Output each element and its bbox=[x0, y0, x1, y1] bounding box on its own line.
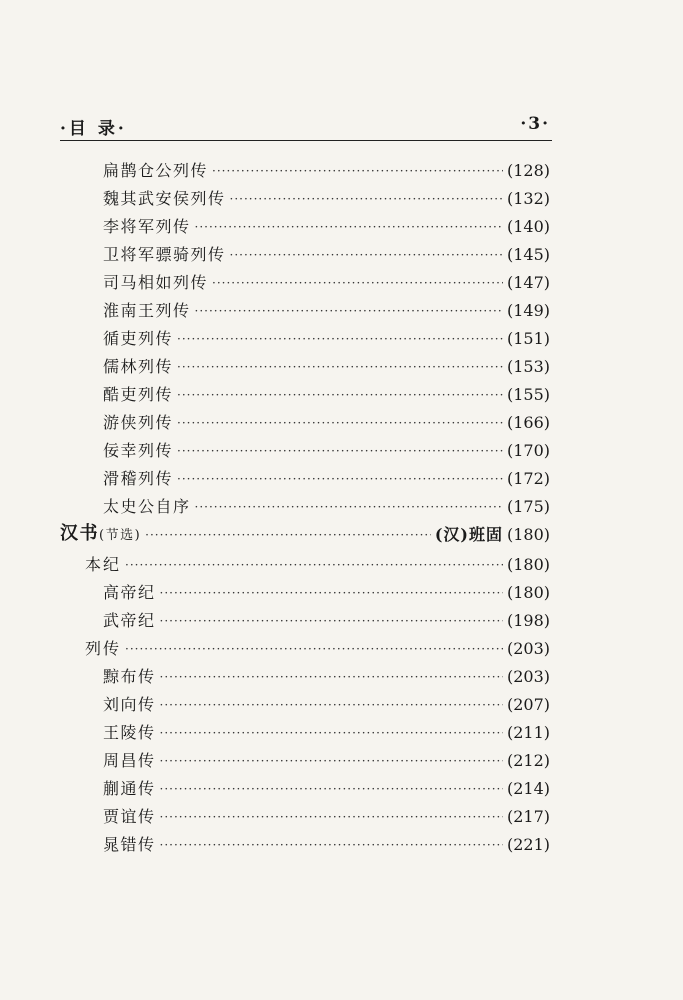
toc-entry-label: 列传 bbox=[85, 639, 122, 658]
toc-entry[interactable] bbox=[103, 186, 550, 212]
header-page-number: ·3· bbox=[520, 114, 550, 134]
toc-entry-label: 武帝纪 bbox=[103, 611, 156, 630]
header-rule bbox=[60, 140, 552, 141]
leader-dots bbox=[195, 298, 503, 324]
toc-entry[interactable] bbox=[103, 214, 550, 240]
toc-entry[interactable] bbox=[103, 664, 550, 690]
toc-entry-page: (145) bbox=[506, 245, 550, 264]
toc-entry-label: 扁鹊仓公列传 bbox=[103, 161, 209, 180]
toc-entry-page: (175) bbox=[506, 497, 550, 516]
toc-entry-label: 酷吏列传 bbox=[103, 385, 174, 404]
leader-dots bbox=[212, 158, 503, 184]
section-title bbox=[60, 521, 141, 549]
toc-entry-label: 卫将军骠骑列传 bbox=[103, 245, 226, 264]
toc-entry-label: 佞幸列传 bbox=[103, 441, 174, 460]
toc-entry-label: 魏其武安侯列传 bbox=[103, 189, 226, 208]
toc-entry-page: (172) bbox=[506, 469, 550, 488]
leader-dots bbox=[145, 522, 431, 548]
leader-dots bbox=[160, 776, 503, 802]
toc-entry[interactable] bbox=[103, 326, 550, 352]
leader-dots bbox=[125, 636, 503, 662]
toc-entry-label: 儒林列传 bbox=[103, 357, 174, 376]
toc-entry[interactable] bbox=[103, 580, 550, 606]
toc-entry-page: (153) bbox=[506, 357, 550, 376]
leader-dots bbox=[230, 242, 503, 268]
toc-entry-label: 晁错传 bbox=[103, 835, 156, 854]
toc-entry-page: (151) bbox=[506, 329, 550, 348]
leader-dots bbox=[160, 692, 503, 718]
leader-dots bbox=[160, 748, 503, 774]
toc-entry-page: (128) bbox=[506, 161, 550, 180]
toc-entry-label: 周昌传 bbox=[103, 751, 156, 770]
toc-entry-label: 蒯通传 bbox=[103, 779, 156, 798]
toc-entry-page: (155) bbox=[506, 385, 550, 404]
leader-dots bbox=[177, 326, 503, 352]
leader-dots bbox=[160, 804, 503, 830]
toc-entry[interactable] bbox=[103, 494, 550, 520]
toc-entry-page: (180) bbox=[506, 583, 550, 602]
toc-entry-page: (170) bbox=[506, 441, 550, 460]
toc-entry-label: 司马相如列传 bbox=[103, 273, 209, 292]
toc-entry-label: 淮南王列传 bbox=[103, 301, 191, 320]
header-title: ·目 录· bbox=[60, 119, 127, 139]
leader-dots bbox=[195, 494, 503, 520]
toc-entry-page: (180) bbox=[506, 555, 550, 574]
leader-dots bbox=[160, 580, 503, 606]
leader-dots bbox=[177, 438, 503, 464]
toc-entry-page: (198) bbox=[506, 611, 550, 630]
section-author: (汉)班固 bbox=[434, 525, 503, 544]
toc-entry[interactable] bbox=[103, 410, 550, 436]
leader-dots bbox=[177, 466, 503, 492]
toc-entry-page: (147) bbox=[506, 273, 550, 292]
leader-dots bbox=[160, 832, 503, 858]
toc-entry[interactable] bbox=[103, 720, 550, 746]
toc-entry-label: 游侠列传 bbox=[103, 413, 174, 432]
toc-entry[interactable] bbox=[103, 438, 550, 464]
leader-dots bbox=[195, 214, 503, 240]
toc-entry[interactable] bbox=[103, 298, 550, 324]
toc-entry[interactable] bbox=[103, 382, 550, 408]
toc-entry-page: (166) bbox=[506, 413, 550, 432]
toc-entry-page: (140) bbox=[506, 217, 550, 236]
toc-entry-page: (203) bbox=[506, 667, 550, 686]
toc-entry[interactable] bbox=[103, 832, 550, 858]
toc-entry-label: 滑稽列传 bbox=[103, 469, 174, 488]
toc-subsection-liezhuan[interactable] bbox=[85, 636, 550, 662]
toc-entry[interactable] bbox=[103, 776, 550, 802]
toc-entry[interactable] bbox=[103, 158, 550, 184]
leader-dots bbox=[177, 382, 503, 408]
section-note: (节选) bbox=[99, 528, 142, 543]
toc-entry-label: 刘向传 bbox=[103, 695, 156, 714]
toc-entry[interactable] bbox=[103, 692, 550, 718]
toc-entry[interactable] bbox=[103, 354, 550, 380]
leader-dots bbox=[212, 270, 503, 296]
toc-subsection-benji[interactable] bbox=[85, 552, 550, 578]
toc-entry-label: 本纪 bbox=[85, 555, 122, 574]
leader-dots bbox=[177, 410, 503, 436]
toc-entry-page: (217) bbox=[506, 807, 550, 826]
toc-entry-page: (214) bbox=[506, 779, 550, 798]
toc-entry-page: (207) bbox=[506, 695, 550, 714]
leader-dots bbox=[125, 552, 503, 578]
toc-entry-page: (221) bbox=[506, 835, 550, 854]
section-title-text: 汉书 bbox=[60, 523, 99, 544]
toc-entry-page: (211) bbox=[506, 723, 550, 742]
toc-entry[interactable] bbox=[103, 242, 550, 268]
toc-entry-label: 李将军列传 bbox=[103, 217, 191, 236]
toc-entry[interactable] bbox=[103, 270, 550, 296]
leader-dots bbox=[160, 608, 503, 634]
toc-entry[interactable] bbox=[103, 466, 550, 492]
toc-entry-label: 王陵传 bbox=[103, 723, 156, 742]
toc-entry-label: 贾谊传 bbox=[103, 807, 156, 826]
toc-entry-page: (203) bbox=[506, 639, 550, 658]
toc-entry[interactable] bbox=[103, 748, 550, 774]
toc-entry[interactable] bbox=[103, 804, 550, 830]
toc-entry-label: 循吏列传 bbox=[103, 329, 174, 348]
page-header bbox=[60, 114, 550, 138]
toc-section-hanshu[interactable] bbox=[60, 522, 550, 548]
leader-dots bbox=[177, 354, 503, 380]
toc-entry-page: (149) bbox=[506, 301, 550, 320]
toc-entry[interactable] bbox=[103, 608, 550, 634]
toc-entry-label: 黥布传 bbox=[103, 667, 156, 686]
toc-entry-page: (132) bbox=[506, 189, 550, 208]
toc-entry-page: (180) bbox=[506, 525, 550, 544]
leader-dots bbox=[230, 186, 503, 212]
toc-entry-page: (212) bbox=[506, 751, 550, 770]
toc-entry-label: 高帝纪 bbox=[103, 583, 156, 602]
toc-entry-label: 太史公自序 bbox=[103, 497, 191, 516]
leader-dots bbox=[160, 664, 503, 690]
leader-dots bbox=[160, 720, 503, 746]
